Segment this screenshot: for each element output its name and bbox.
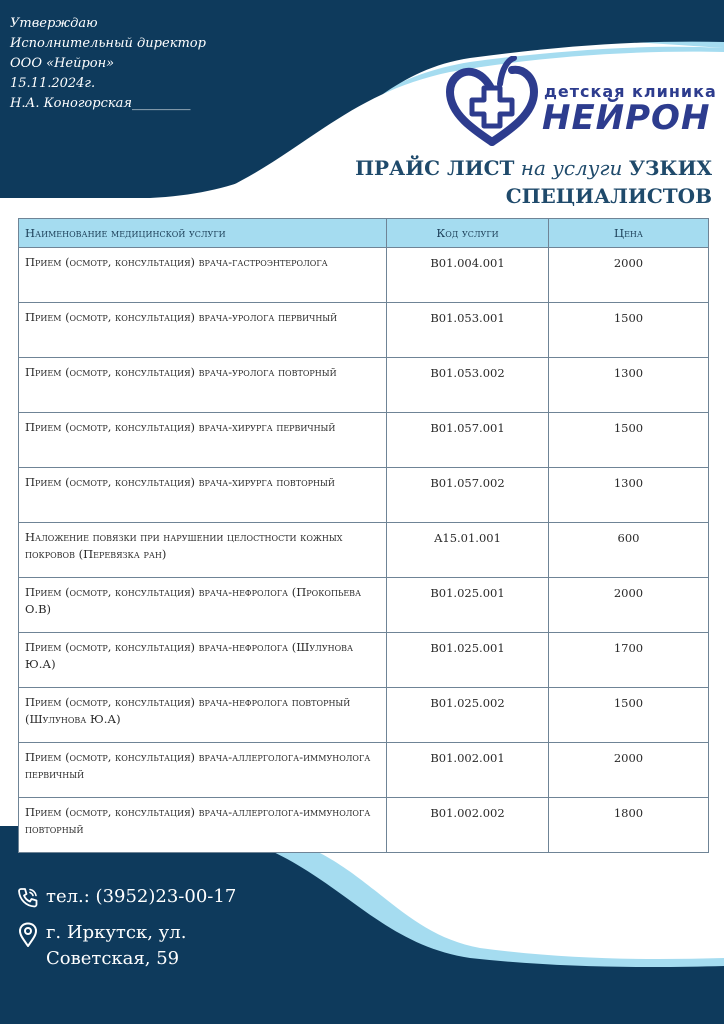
approval-position: Исполнительный директор: [10, 36, 206, 51]
service-name: Прием (осмотр, консультация) врача-уролога первичный: [19, 303, 387, 358]
service-name: Прием (осмотр, консультация) врача-нефролога (Прокопьева О.В): [19, 578, 387, 633]
table-header-row: [19, 219, 709, 248]
heart-cross-icon: [444, 56, 540, 152]
table-row: [19, 358, 709, 413]
service-name: Прием (осмотр, консультация) врача-хирурга первичный: [19, 413, 387, 468]
title-part4: СПЕЦИАЛИСТОВ: [505, 184, 712, 208]
footer-contacts: [16, 884, 236, 972]
phone-row: [16, 884, 236, 910]
title-part3: УЗКИХ: [628, 156, 712, 180]
service-price: 2000: [549, 743, 709, 798]
phone-number: тел.: (3952)23-00-17: [46, 886, 237, 907]
service-price: 1500: [549, 688, 709, 743]
service-price: 1300: [549, 468, 709, 523]
service-code: B01.004.001: [387, 248, 549, 303]
approval-company: ООО «Нейрон»: [10, 56, 115, 71]
page-title: [312, 154, 712, 210]
service-code: B01.025.002: [387, 688, 549, 743]
address-row: [16, 920, 236, 972]
service-name: Прием (осмотр, консультация) врача-уролога повторный: [19, 358, 387, 413]
service-price: 2000: [549, 578, 709, 633]
address-line1: г. Иркутск, ул.: [46, 922, 187, 943]
service-code: A15.01.001: [387, 523, 549, 578]
service-price: 1500: [549, 413, 709, 468]
service-name: Прием (осмотр, консультация) врача-аллерголога-иммунолога первичный: [19, 743, 387, 798]
service-price: 600: [549, 523, 709, 578]
approval-block: [10, 14, 206, 114]
service-code: B01.053.002: [387, 358, 549, 413]
service-code: B01.002.001: [387, 743, 549, 798]
service-code: B01.057.002: [387, 468, 549, 523]
clinic-logo: [444, 56, 720, 152]
table-row: [19, 688, 709, 743]
service-name: Прием (осмотр, консультация) врача-хирурга повторный: [19, 468, 387, 523]
phone-icon: [16, 886, 40, 910]
service-name: Прием (осмотр, консультация) врача-гастроэнтеролога: [19, 248, 387, 303]
approval-title: Утверждаю: [10, 16, 98, 31]
table-row: [19, 523, 709, 578]
header-service-code: Код услуги: [387, 219, 549, 248]
service-code: B01.025.001: [387, 578, 549, 633]
service-price: 1800: [549, 798, 709, 853]
service-name: Прием (осмотр, консультация) врача-аллерголога-иммунолога повторный: [19, 798, 387, 853]
location-pin-icon: [16, 922, 40, 948]
service-price: 2000: [549, 248, 709, 303]
approval-date: 15.11.2024г.: [10, 76, 96, 91]
header-service-name: Наименование медицинской услуги: [19, 219, 387, 248]
table-row: [19, 248, 709, 303]
service-name: Прием (осмотр, консультация) врача-нефролога повторный (Шулунова Ю.А): [19, 688, 387, 743]
table-row: [19, 303, 709, 358]
table-row: [19, 633, 709, 688]
logo-subtitle: детская клиника: [544, 82, 717, 101]
table-row: [19, 413, 709, 468]
table-row: [19, 798, 709, 853]
address-line2: Советская, 59: [46, 948, 180, 969]
service-name: Наложение повязки при нарушении целостности кожных покровов (Перевязка ран): [19, 523, 387, 578]
service-price: 1500: [549, 303, 709, 358]
header-price: Цена: [549, 219, 709, 248]
approval-signature: Н.А. Коногорская_________: [10, 96, 191, 111]
table-row: [19, 743, 709, 798]
service-price: 1700: [549, 633, 709, 688]
service-name: Прием (осмотр, консультация) врача-нефролога (Шулунова Ю.А): [19, 633, 387, 688]
service-code: B01.025.001: [387, 633, 549, 688]
service-code: B01.057.001: [387, 413, 549, 468]
service-code: B01.053.001: [387, 303, 549, 358]
table-row: [19, 578, 709, 633]
title-part2: на услуги: [514, 156, 629, 180]
logo-name: НЕЙРОН: [542, 98, 711, 138]
title-part1: ПРАЙС ЛИСТ: [355, 156, 515, 180]
table-row: [19, 468, 709, 523]
service-price: 1300: [549, 358, 709, 413]
service-code: B01.002.002: [387, 798, 549, 853]
price-table: [18, 218, 709, 853]
